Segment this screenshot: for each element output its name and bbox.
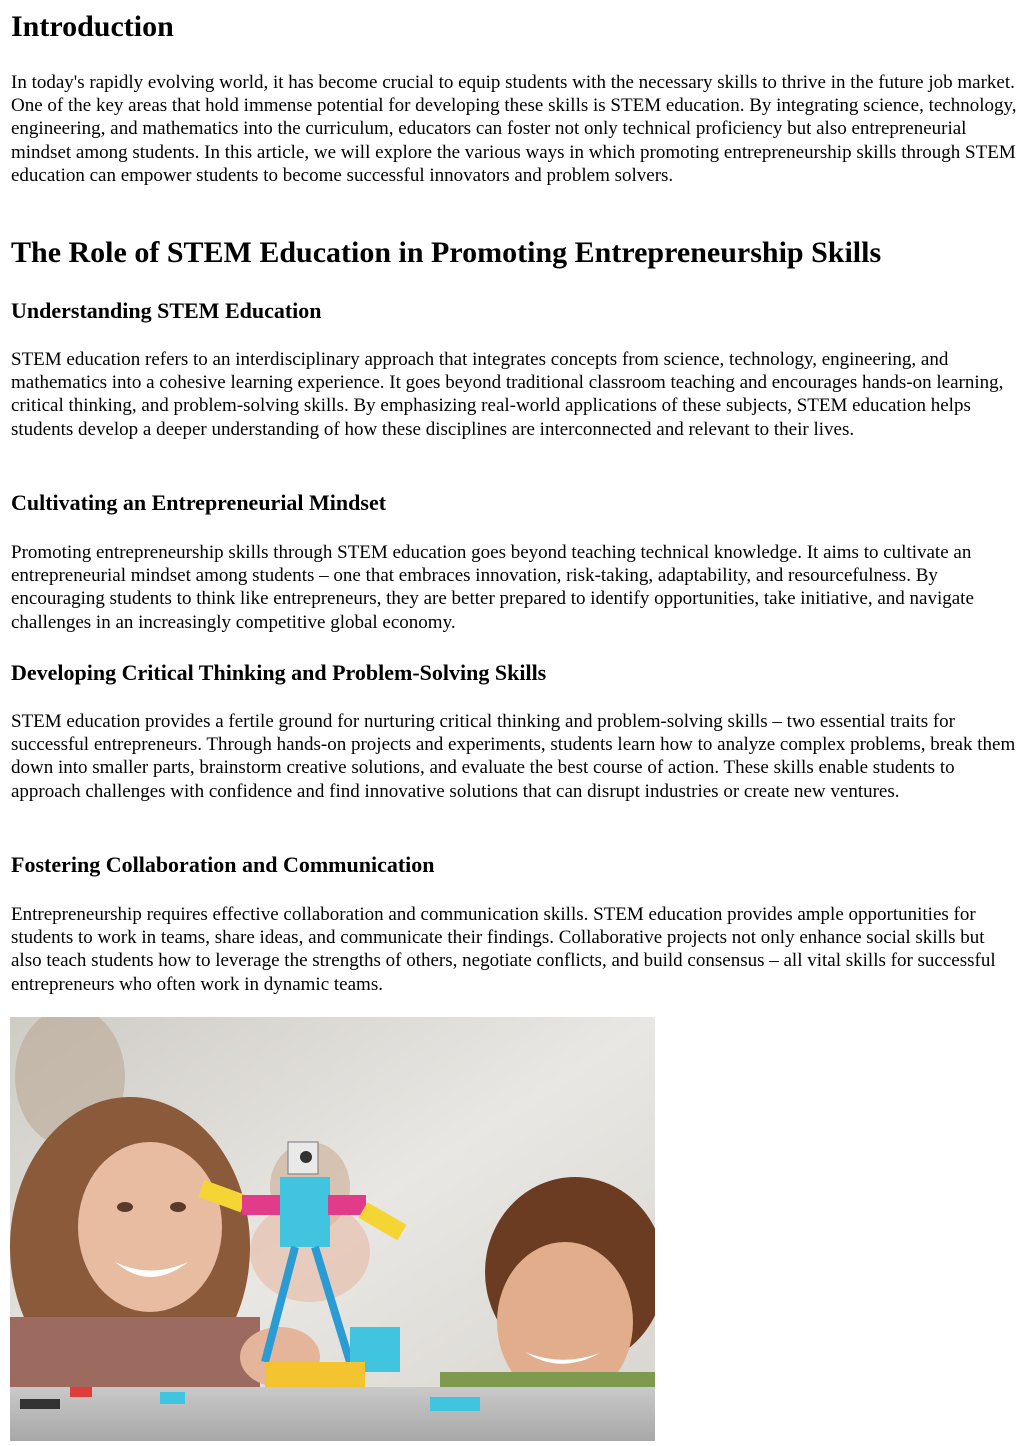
section-paragraph-mindset: Promoting entrepreneurship skills through STEM education goes beyond teaching technical knowledge. It aims to cultivate an entrepreneurial mindset among students – one that embraces innovation, risk-taking, adaptability, and resourcefulness. By encouraging students to think like entrepreneurs, they are better prepared to identify opportunities, take initiative, and navigate challenges in an increasingly competitive global economy. xyxy=(11,542,974,633)
intro-paragraph: In today's rapidly evolving world, it has become crucial to equip students with the necessary skills to thrive in the future job market. One of the key areas that hold immense potential for developing these skills is STEM education. By integrating science, technology, engineering, and mathematics into the curriculum, educators can foster not only technical proficiency but also entrepreneurial mindset among students. In this article, we will explore the various ways in which promoting entrepreneurship skills through STEM education can empower students to become successful innovators and problem solvers. xyxy=(11,72,1017,186)
intro-heading: Introduction xyxy=(11,10,174,43)
section-paragraph-collaboration: Entrepreneurship requires effective collaboration and communication skills. STEM education provides ample opportunities for students to work in teams, share ideas, and communicate their findings. Collaborative projects not only enhance social skills but also teach students how to leverage the strengths of others, negotiate conflicts, and build consensus – all vital skills for successful entrepreneurs who often work in dynamic teams. xyxy=(11,904,996,995)
students-robot-photo xyxy=(10,1017,655,1441)
section-heading-critical-thinking: Developing Critical Thinking and Problem-Solving Skills xyxy=(11,660,547,685)
section-paragraph-critical-thinking: STEM education provides a fertile ground for nurturing critical thinking and problem-solving skills – two essential traits for successful entrepreneurs. Through hands-on projects and experiments, students learn how to analyze complex problems, break them down into smaller parts, brainstorm creative solutions, and evaluate the best course of action. These skills enable students to approach challenges with confidence and find innovative solutions that can disrupt industries or create new ventures. xyxy=(11,711,1016,802)
main-heading: The Role of STEM Education in Promoting Entrepreneurship Skills xyxy=(11,236,882,269)
section-heading-mindset: Cultivating an Entrepreneurial Mindset xyxy=(11,490,387,515)
section-paragraph-understanding: STEM education refers to an interdisciplinary approach that integrates concepts from science, technology, engineering, and mathematics into a cohesive learning experience. It goes beyond traditional classroom teaching and encourages hands-on learning, critical thinking, and problem-solving skills. By emphasizing real-world applications of these subjects, STEM education helps students develop a deeper understanding of how these disciplines are interconnected and relevant to their lives. xyxy=(11,349,1004,440)
section-heading-collaboration: Fostering Collaboration and Communication xyxy=(11,852,435,877)
section-heading-understanding: Understanding STEM Education xyxy=(11,298,322,323)
